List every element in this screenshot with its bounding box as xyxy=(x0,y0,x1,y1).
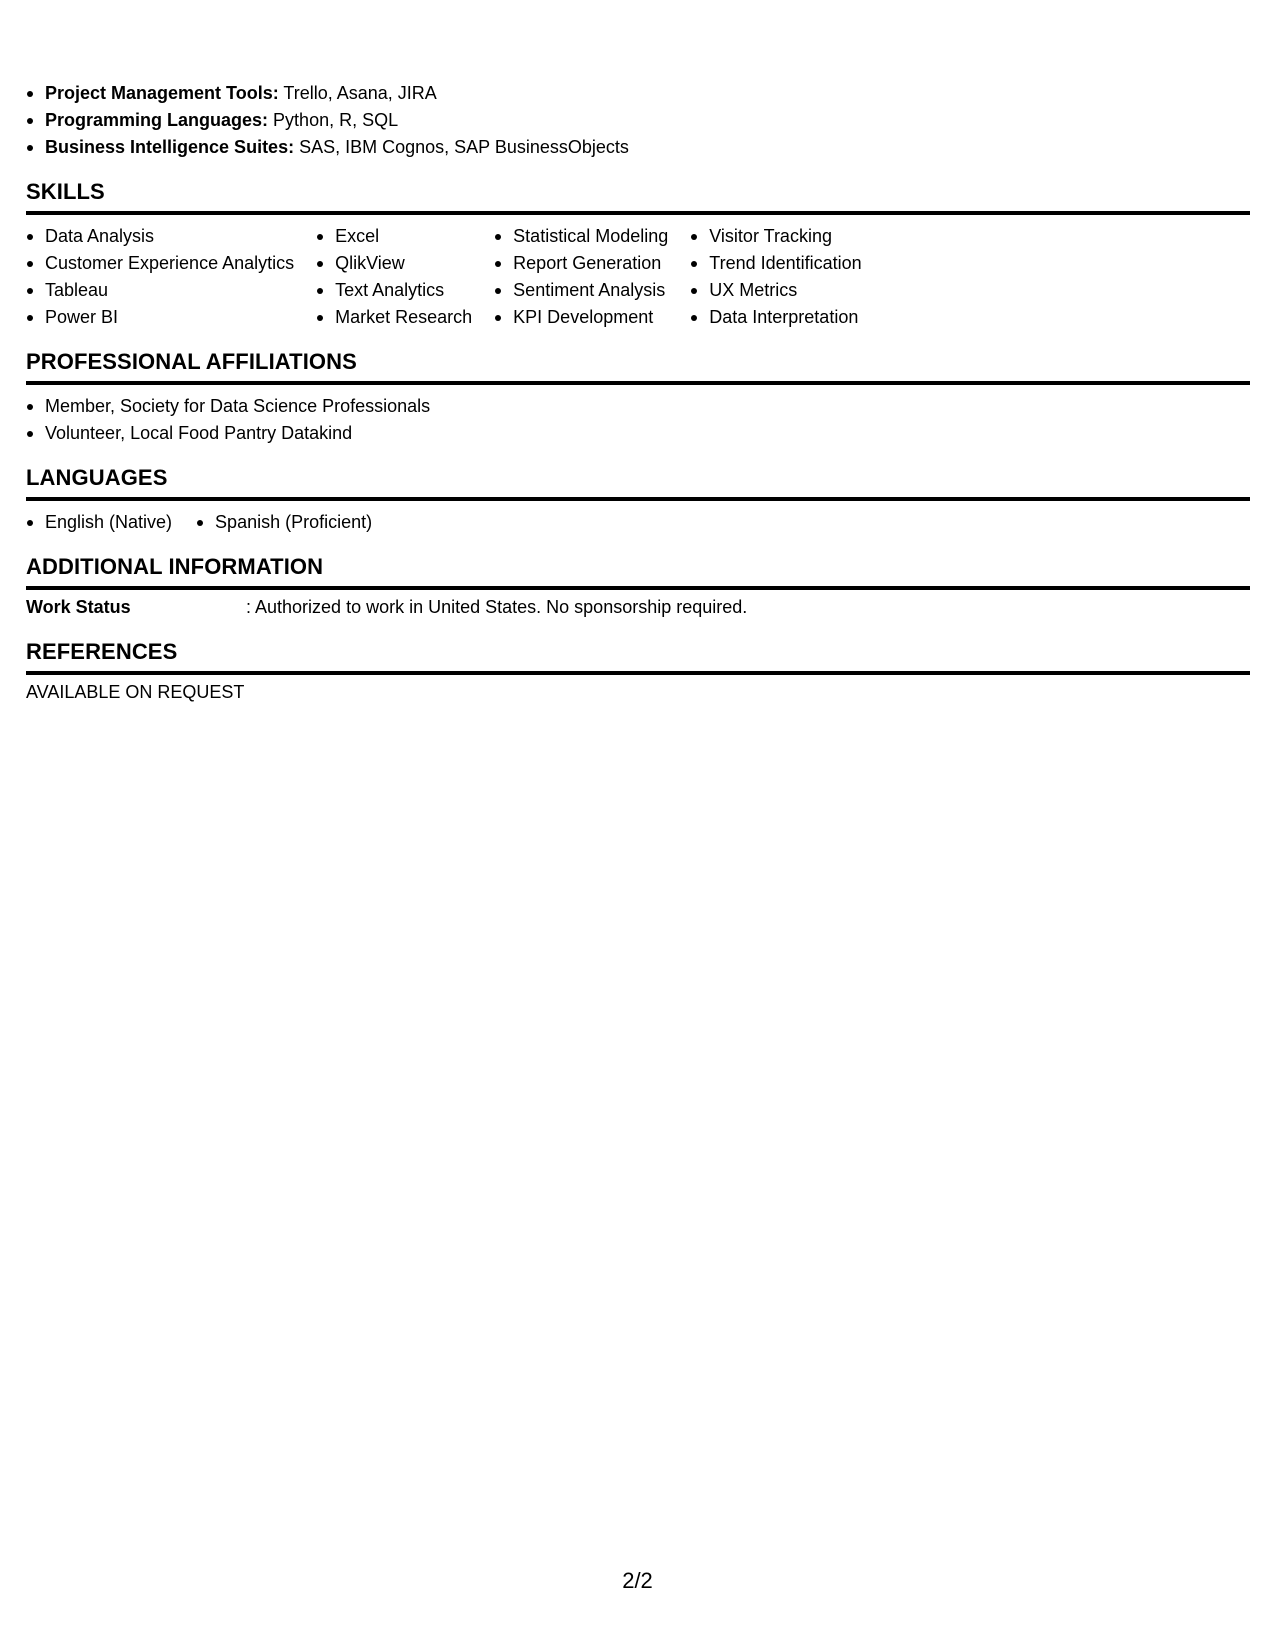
page-number: 2/2 xyxy=(622,1568,653,1593)
skill-item: KPI Development xyxy=(494,304,668,331)
skills-heading: SKILLS xyxy=(26,179,1250,215)
skill-item: Statistical Modeling xyxy=(494,223,668,250)
skills-section xyxy=(26,179,1250,331)
additional-info-section xyxy=(26,554,1250,621)
references-section xyxy=(26,639,1250,706)
tools-item-value: Trello, Asana, JIRA xyxy=(283,83,437,103)
skill-item: Data Interpretation xyxy=(690,304,861,331)
languages-list xyxy=(26,501,1250,536)
tools-item-label: Programming Languages: xyxy=(45,110,269,130)
tools-item-programming-languages xyxy=(26,107,1250,134)
languages-section xyxy=(26,465,1250,536)
work-status-value: : Authorized to work in United States. No sponsorship required. xyxy=(246,597,748,617)
skill-item: Market Research xyxy=(316,304,472,331)
skill-item: Report Generation xyxy=(494,250,668,277)
affiliations-heading: PROFESSIONAL AFFILIATIONS xyxy=(26,349,1250,385)
work-status-row xyxy=(26,590,1250,621)
skill-item: Data Analysis xyxy=(26,223,294,250)
skills-column-4 xyxy=(690,223,861,331)
skill-item: QlikView xyxy=(316,250,472,277)
skill-item: Sentiment Analysis xyxy=(494,277,668,304)
skill-item: Visitor Tracking xyxy=(690,223,861,250)
tools-item-value: Python, R, SQL xyxy=(273,110,399,130)
affiliations-section xyxy=(26,349,1250,447)
additional-info-heading: ADDITIONAL INFORMATION xyxy=(26,554,1250,590)
affiliations-list xyxy=(26,385,1250,447)
skill-item: Power BI xyxy=(26,304,294,331)
skill-item: UX Metrics xyxy=(690,277,861,304)
skill-item: Text Analytics xyxy=(316,277,472,304)
resume-page xyxy=(26,80,1250,706)
languages-heading: LANGUAGES xyxy=(26,465,1250,501)
language-item: English (Native) xyxy=(26,509,172,536)
affiliation-item: Volunteer, Local Food Pantry Datakind xyxy=(26,420,1250,447)
skill-item: Excel xyxy=(316,223,472,250)
tools-list xyxy=(26,80,1250,161)
affiliation-item: Member, Society for Data Science Professionals xyxy=(26,393,1250,420)
tools-item-business-intelligence xyxy=(26,134,1250,161)
skills-column-2 xyxy=(316,223,472,331)
tools-item-label: Business Intelligence Suites: xyxy=(45,137,295,157)
skill-item: Tableau xyxy=(26,277,294,304)
work-status-label: Work Status xyxy=(26,597,131,617)
references-heading: REFERENCES xyxy=(26,639,1250,675)
references-text: AVAILABLE ON REQUEST xyxy=(26,682,245,702)
skill-item: Customer Experience Analytics xyxy=(26,250,294,277)
language-item: Spanish (Proficient) xyxy=(196,509,372,536)
skills-column-1 xyxy=(26,223,294,331)
skill-item: Trend Identification xyxy=(690,250,861,277)
tools-item-label: Project Management Tools: xyxy=(45,83,279,103)
tools-item-project-management xyxy=(26,80,1250,107)
tools-item-value: SAS, IBM Cognos, SAP BusinessObjects xyxy=(299,137,629,157)
skills-column-3 xyxy=(494,223,668,331)
skills-grid xyxy=(26,215,1250,331)
